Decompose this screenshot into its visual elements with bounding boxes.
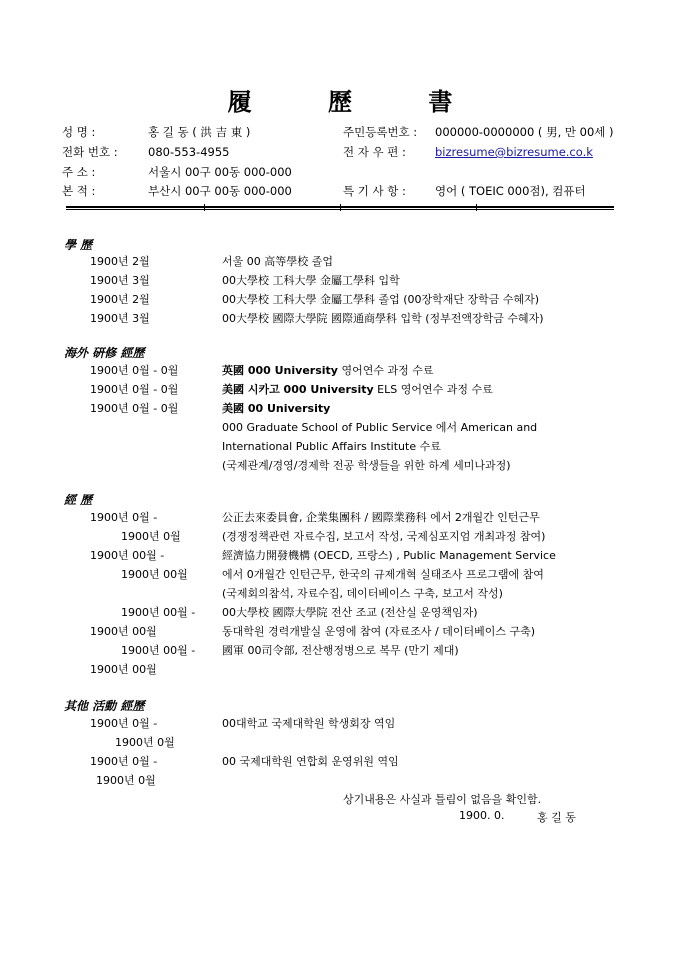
row-description: [222, 548, 556, 564]
email-line: [343, 144, 593, 160]
special-label: 특 기 사 항 :: [343, 184, 406, 198]
row-description-text: (경쟁정책관련 자료수집, 보고서 작성, 국제심포지엄 개최과정 참여): [222, 530, 546, 543]
row-description-text: ELS 영어연수 과정 수료: [373, 383, 493, 396]
row-description: [222, 567, 544, 583]
row-date: 1900년 0월 - 0월: [90, 364, 179, 377]
row-description: [222, 401, 330, 417]
row-description-text: 00 국제대학원 연합회 운영위원 역임: [222, 755, 399, 768]
row-date: 1900년 0월: [96, 774, 156, 787]
document-title: 履 歷 書: [227, 87, 487, 116]
row-date: 1900년 00월 -: [121, 644, 196, 657]
row-description-bold: 英國 000 University: [222, 364, 338, 377]
row-description: [222, 420, 537, 436]
row-description-text: 000 Graduate School of Public Service 에서 American and: [222, 421, 538, 434]
row-description: [222, 643, 459, 659]
row-description: [222, 458, 511, 474]
row-description: [222, 529, 545, 545]
rrn-value: 000000-0000000 ( 男, 만 00세 ): [435, 125, 614, 139]
row-description-text: (국제회의참석, 자료수집, 데이터베이스 구축, 보고서 작성): [222, 587, 503, 600]
row-description-text: 公正去來委員會, 企業集團科 / 國際業務科 에서 2개월간 인턴근무: [222, 511, 540, 524]
name-label: 성 명 :: [62, 125, 96, 139]
row-date: 1900년 3월: [90, 274, 150, 287]
section-overseas: 海外 硏修 經歷: [64, 346, 145, 360]
confirmation-text: 상기내용은 사실과 틀림이 없음을 확인함.: [343, 793, 542, 806]
section-career: 經 歷: [64, 493, 93, 507]
row-date: 1900년 00월 -: [121, 606, 196, 619]
row-date: 1900년 00월 -: [90, 549, 165, 562]
domicile-value: 부산시 00구 00동 000-000: [148, 184, 292, 198]
row-description: [222, 439, 441, 455]
address-value: 서울시 00구 00동 000-000: [148, 165, 292, 179]
row-date: 1900년 0월: [115, 736, 175, 749]
row-description: [222, 382, 493, 398]
row-description-bold: 美國 시카고 000 University: [222, 383, 374, 396]
name-value: 홍 길 동 ( 洪 吉 東 ): [148, 125, 251, 139]
section-education: 學 歷: [64, 238, 93, 252]
address-line: [62, 164, 292, 180]
row-description-text: International Public Affairs Institute 수료: [222, 440, 441, 453]
row-description-text: 00大學校 國際大學院 전산 조교 (전산실 운영책임자): [222, 606, 478, 619]
row-description-text: 00大學校 工科大學 金屬工學科 졸업 (00장학재단 장학금 수혜자): [222, 293, 540, 306]
row-description-text: 동대학원 경력개발실 운영에 참여 (자료조사 / 데이터베이스 구축): [222, 625, 536, 638]
rrn-line: [343, 124, 614, 140]
phone-line: [62, 144, 229, 160]
phone-value: 080-553-4955: [148, 145, 230, 159]
signature-name: 홍 길 동: [537, 811, 576, 824]
row-description-bold: 美國 00 University: [222, 402, 331, 415]
row-description-text: 經濟協力開發機構 (OECD, 프랑스) , Public Management Service: [222, 549, 556, 562]
row-description: [222, 273, 400, 289]
row-description: [222, 605, 478, 621]
row-date: 1900년 2월: [90, 255, 150, 268]
row-description: [222, 311, 544, 327]
row-description: [222, 716, 395, 732]
domicile-label: 본 적 :: [62, 184, 96, 198]
row-date: 1900년 00월: [90, 625, 157, 638]
row-description: [222, 624, 535, 640]
row-description: [222, 292, 539, 308]
row-date: 1900년 00월: [121, 568, 188, 581]
row-description-text: 서울 00 高等學校 졸업: [222, 255, 333, 268]
section-activities: 其他 活動 經歷: [64, 699, 145, 713]
email-label: 전 자 우 편 :: [343, 145, 406, 159]
row-date: 1900년 0월 -: [90, 717, 158, 730]
special-line: [343, 183, 586, 199]
divider-notch: [204, 204, 205, 211]
row-description: [222, 254, 333, 270]
special-value: 영어 ( TOEIC 000점), 컴퓨터: [435, 184, 586, 198]
row-date: 1900년 00월: [90, 663, 157, 676]
row-description-text: 國軍 00司令部, 전산행정병으로 복무 (만기 제대): [222, 644, 459, 657]
row-description-text: (국제관계/경영/경제학 전공 학생들을 위한 하계 세미나과정): [222, 459, 511, 472]
email-link[interactable]: bizresume@bizresume.co.k: [435, 145, 593, 159]
divider-notch: [340, 204, 341, 211]
row-date: 1900년 0월 -: [90, 755, 158, 768]
domicile-line: [62, 183, 292, 199]
rrn-label: 주민등록번호 :: [343, 125, 418, 139]
row-date: 1900년 2월: [90, 293, 150, 306]
row-description-text: 00大學校 國際大學院 國際通商學科 입학 (정부전액장학금 수혜자): [222, 312, 544, 325]
row-description-text: 00大學校 工科大學 金屬工學科 입학: [222, 274, 400, 287]
signature-date: 1900. 0.: [459, 809, 505, 822]
row-description: [222, 510, 540, 526]
divider-notch: [476, 204, 477, 211]
row-date: 1900년 3월: [90, 312, 150, 325]
row-description: [222, 586, 503, 602]
row-description: [222, 754, 399, 770]
row-date: 1900년 0월: [121, 530, 181, 543]
phone-label: 전화 번호 :: [62, 145, 118, 159]
row-description-text: 영어연수 과정 수료: [337, 364, 434, 377]
name-line: [62, 124, 250, 140]
row-date: 1900년 0월 - 0월: [90, 383, 179, 396]
row-date: 1900년 0월 - 0월: [90, 402, 179, 415]
row-description-text: 에서 0개월간 인턴근무, 한국의 규제개혁 실태조사 프로그램에 참여: [222, 568, 544, 581]
row-description: [222, 363, 433, 379]
row-description-text: 00대학교 국제대학원 학생회장 역임: [222, 717, 396, 730]
address-label: 주 소 :: [62, 165, 96, 179]
row-date: 1900년 0월 -: [90, 511, 158, 524]
